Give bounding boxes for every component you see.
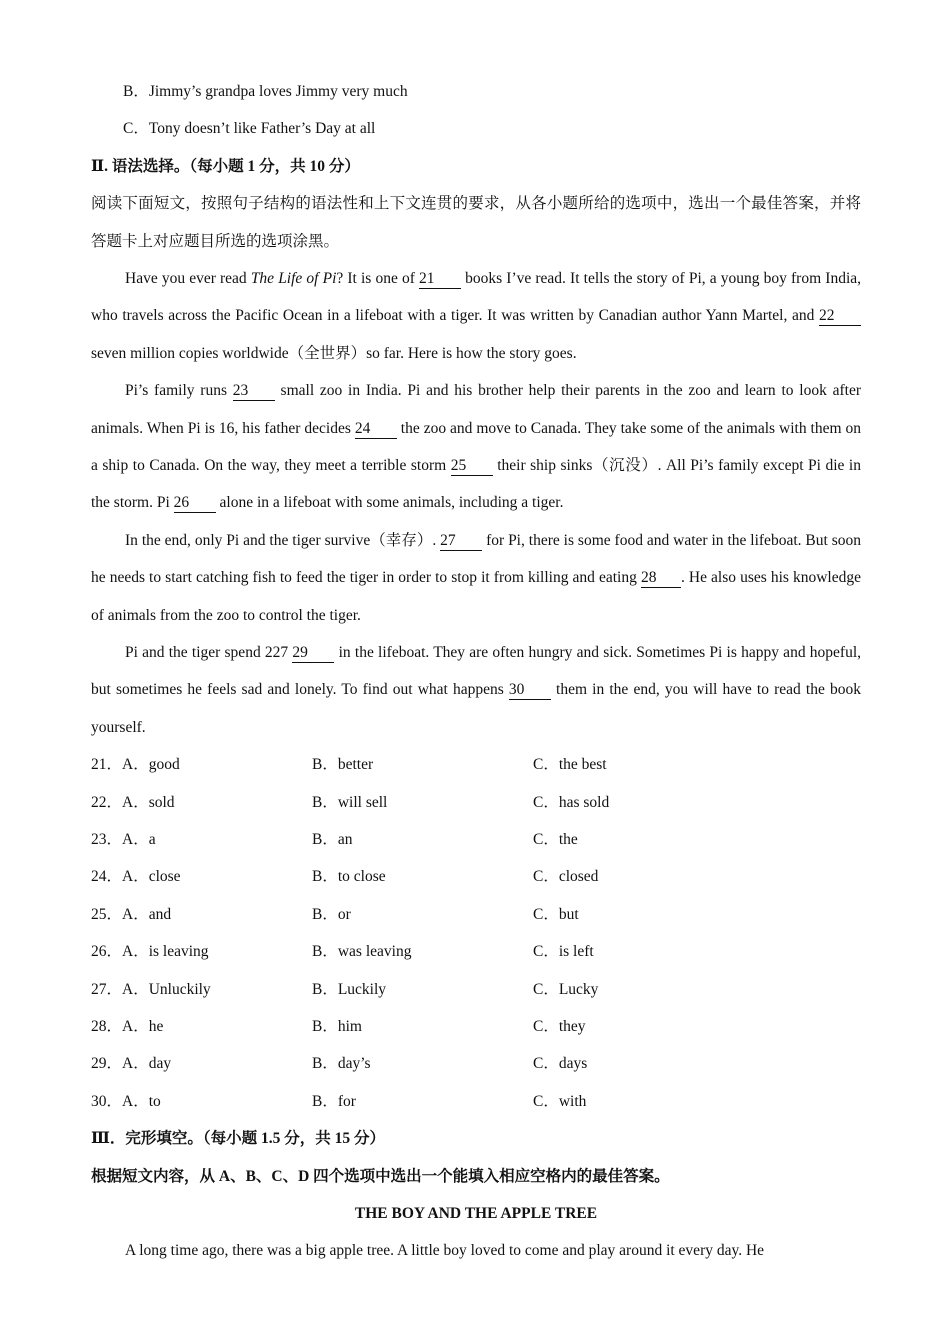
option-c: C．Lucky xyxy=(533,980,599,998)
previous-option-c: C．Tony doesn’t like Father’s Day at all xyxy=(123,120,376,138)
story-paragraph-1: A long time ago, there was a big apple tree. A little boy loved to come and play around it every day. He xyxy=(125,1242,765,1260)
blank-29: 29 xyxy=(292,644,334,663)
section-2-instruction: 阅读下面短文，按照句子结构的语法性和上下文连贯的要求，从各小题所给的选项中，选出一个最佳答案，并将答题卡上对应题目所选的选项涂黑。 xyxy=(91,195,861,250)
question-row-27 xyxy=(91,971,861,1008)
option-a: 29．A．day xyxy=(91,1055,172,1073)
blank-24: 24 xyxy=(355,420,397,439)
blank-23: 23 xyxy=(233,382,275,401)
question-row-21 xyxy=(91,746,861,783)
option-b: B．or xyxy=(312,905,351,923)
option-a: 30．A．to xyxy=(91,1092,161,1110)
section-3-heading: Ⅲ．完形填空。（每小题 1.5 分，共 15 分） xyxy=(91,1130,386,1148)
option-c: C．closed xyxy=(533,868,599,886)
passage-paragraph-3 xyxy=(91,522,861,634)
question-row-22 xyxy=(91,784,861,821)
passage-paragraph-4 xyxy=(91,634,861,746)
option-a: 25．A．and xyxy=(91,905,172,923)
passage-paragraph-2 xyxy=(91,372,861,522)
option-b: B．to close xyxy=(312,868,386,886)
question-row-25 xyxy=(91,896,861,933)
page-content xyxy=(91,73,861,1270)
text: Pi and the tiger spend 227 xyxy=(125,644,293,662)
blank-21: 21 xyxy=(419,270,461,289)
option-b: B．was leaving xyxy=(312,943,412,961)
section-2-heading: Ⅱ. 语法选择。（每小题 1 分，共 10 分） xyxy=(91,157,360,175)
question-row-24 xyxy=(91,858,861,895)
question-options-list xyxy=(91,746,861,1120)
option-b: B．day’s xyxy=(312,1055,371,1073)
story-title: THE BOY AND THE APPLE TREE xyxy=(354,1204,598,1222)
option-c: C．but xyxy=(533,905,579,923)
option-b: B．him xyxy=(312,1018,362,1035)
text: them in the end, you will have to read the book yourself. xyxy=(91,681,861,736)
text: alone in a lifeboat with some animals, including a tiger. xyxy=(215,494,564,512)
option-c: C．is left xyxy=(533,943,594,961)
text: their ship sinks（沉没）. All Pi’s family except Pi die in the storm. Pi xyxy=(91,457,861,512)
option-a: 24．A．close xyxy=(91,868,181,886)
blank-30: 30 xyxy=(509,681,551,700)
text: In the end, only Pi and the tiger survive（幸存）. xyxy=(125,531,441,549)
text: Pi’s family runs xyxy=(125,382,233,400)
text: ? It is one of xyxy=(336,269,420,287)
option-b: B．Luckily xyxy=(312,980,387,998)
section-3-instruction: 根据短文内容，从 A、B、C、D 四个选项中选出一个能填入相应空格内的最佳答案。 xyxy=(91,1167,670,1185)
blank-27: 27 xyxy=(440,532,482,551)
option-c: C．the xyxy=(533,831,578,849)
option-a: 21．A．good xyxy=(91,756,180,774)
blank-26: 26 xyxy=(174,494,216,513)
text: seven million copies worldwide（全世界）so far. Here is how the story goes. xyxy=(91,344,577,362)
blank-22: 22 xyxy=(819,307,861,326)
option-b: B．an xyxy=(312,831,353,849)
option-b: B．for xyxy=(312,1092,356,1110)
option-c: C．they xyxy=(533,1018,586,1035)
text: small zoo in India. Pi and his brother help their parents in the zoo and learn to look after animals. When Pi is 16, his father decides xyxy=(91,382,862,437)
option-a: 23．A．a xyxy=(91,831,156,849)
text: Have you ever read xyxy=(125,269,251,287)
question-row-28 xyxy=(91,1008,861,1045)
previous-option-b: B．Jimmy’s grandpa loves Jimmy very much xyxy=(123,83,408,100)
option-c: C．with xyxy=(533,1092,587,1110)
text: . He also uses his knowledge of animals from the zoo to control the tiger. xyxy=(91,569,861,624)
question-row-29 xyxy=(91,1045,861,1082)
option-c: C．has sold xyxy=(533,793,610,811)
option-a: 27．A．Unluckily xyxy=(91,980,211,998)
blank-25: 25 xyxy=(451,457,493,476)
text: the zoo and move to Canada. They take some of the animals with them on a ship to Canada. On the way, they meet a terrible storm xyxy=(91,419,861,475)
option-c: C．days xyxy=(533,1055,588,1073)
blank-28: 28 xyxy=(641,569,681,588)
question-row-23 xyxy=(91,821,861,858)
option-b: B．will sell xyxy=(312,793,388,811)
question-row-30 xyxy=(91,1083,861,1120)
option-a: 22．A．sold xyxy=(91,793,175,811)
text: for Pi, there is some food and water in the lifeboat. But soon he needs to start catching fish to feed the tiger in order to stop it from killing and eating xyxy=(91,531,861,587)
question-row-26 xyxy=(91,933,861,970)
option-b: B．better xyxy=(312,756,374,774)
option-c: C．the best xyxy=(533,756,607,774)
passage-paragraph-1 xyxy=(91,260,861,372)
text: in the lifeboat. They are often hungry and sick. Sometimes Pi is happy and hopeful, but sometimes he feels sad and lonely. To find out what happens xyxy=(91,644,862,699)
option-a: 26．A．is leaving xyxy=(91,943,209,961)
text: books I’ve read. It tells the story of Pi, a young boy from India, who travels across the Pacific Ocean in a lifeboat with a tiger. It was written by Canadian author Yann Martel, and xyxy=(91,269,862,325)
book-title: The Life of Pi xyxy=(250,269,337,287)
option-a: 28．A．he xyxy=(91,1018,164,1035)
